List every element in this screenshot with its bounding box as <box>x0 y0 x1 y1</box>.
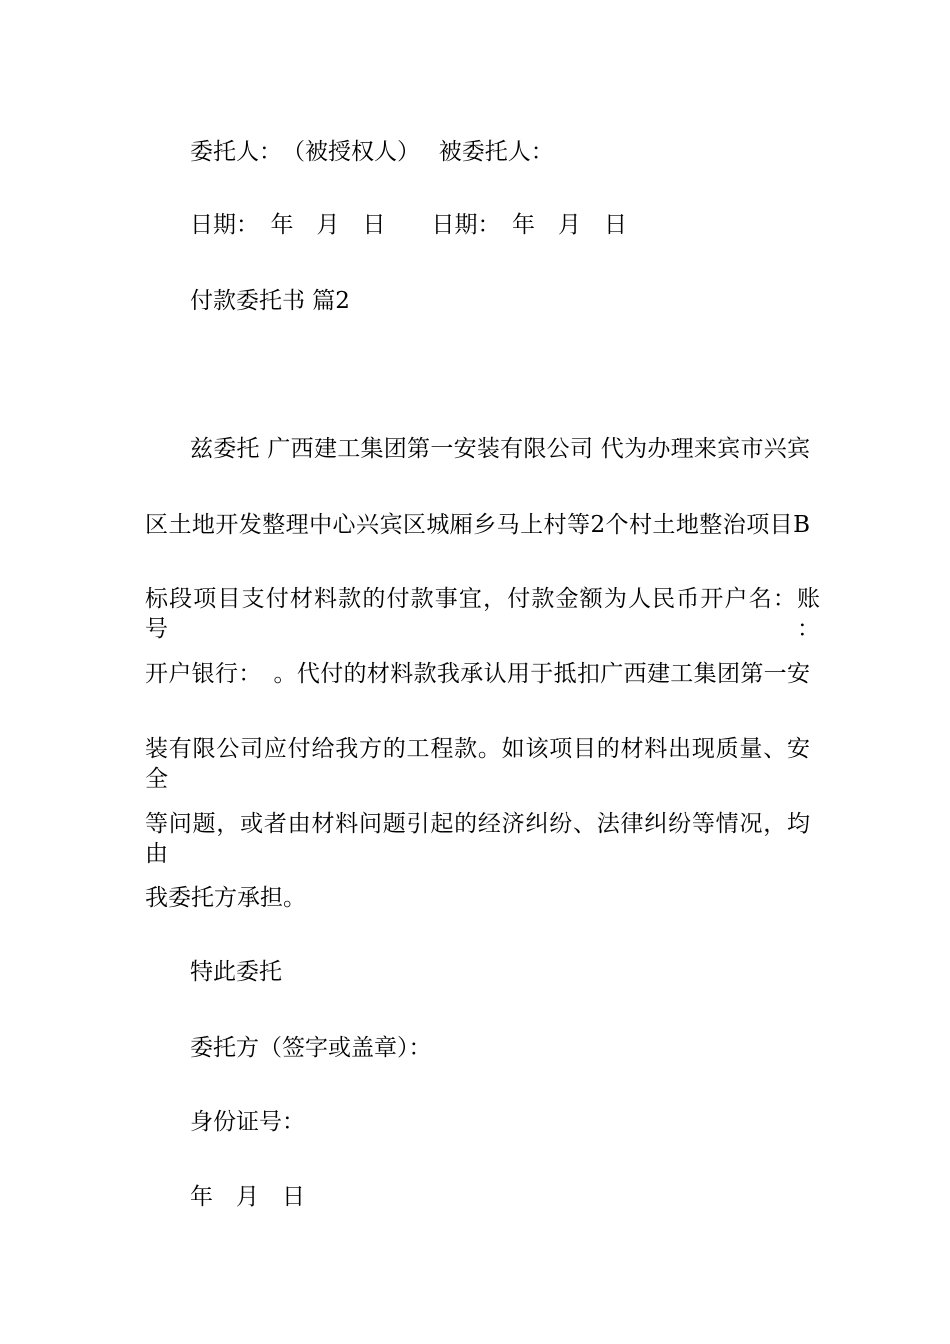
id-number-label: 身份证号： <box>190 1109 305 1135</box>
section-title: 付款委托书 篇2 <box>190 288 350 314</box>
closing-text: 特此委托 <box>190 959 282 985</box>
paragraph-line-5: 装有限公司应付给我方的工程款。如该项目的材料出现质量、安全 <box>145 736 810 792</box>
principal-signature: 委托方（签字或盖章）： <box>190 1035 432 1061</box>
date-line: 日期： 年 月 日 日期： 年 月 日 <box>190 212 627 238</box>
paragraph-line-1: 兹委托 广西建工集团第一安装有限公司 代为办理来宾市兴宾 <box>190 436 810 462</box>
paragraph-line-7: 我委托方承担。 <box>145 885 306 911</box>
paragraph-line-3: 标段项目支付材料款的付款事宜，付款金额为人民币开户名：账号： <box>145 586 820 642</box>
paragraph-line-4: 开户银行： 。代付的材料款我承认用于抵扣广西建工集团第一安 <box>145 661 810 687</box>
paragraph-line-2: 区土地开发整理中心兴宾区城厢乡马上村等2个村土地整治项目B <box>145 512 810 538</box>
signature-line: 委托人： （被授权人） 被委托人： <box>190 139 554 165</box>
paragraph-line-6: 等问题，或者由材料问题引起的经济纠纷、法律纠纷等情况，均由 <box>145 811 810 867</box>
final-date: 年 月 日 <box>190 1184 305 1210</box>
